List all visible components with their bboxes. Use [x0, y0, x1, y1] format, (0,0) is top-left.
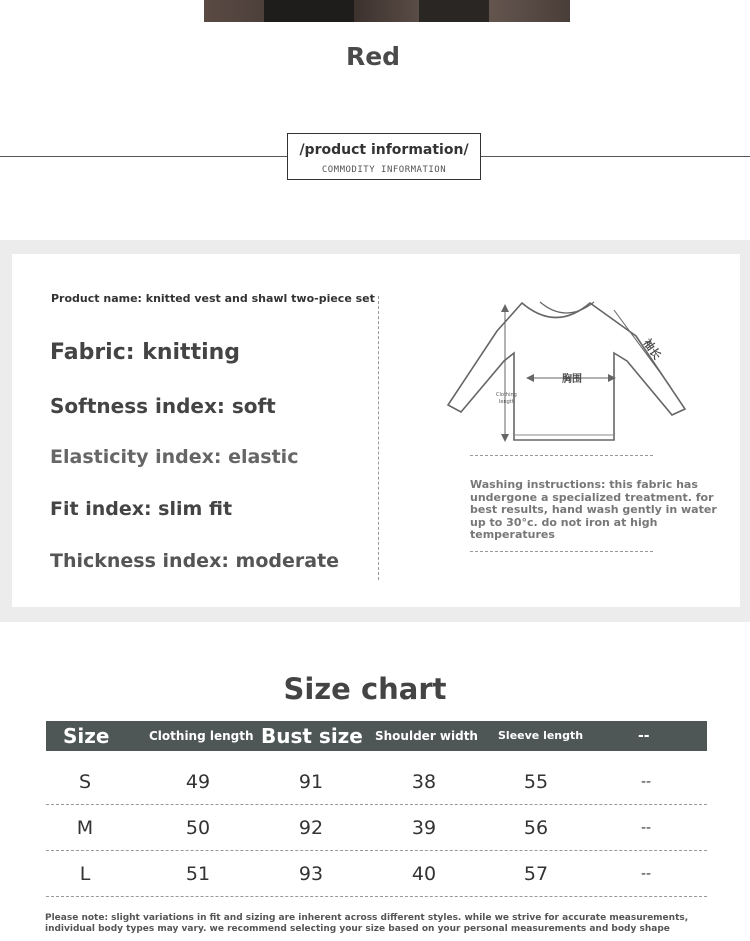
- table-row: [46, 760, 707, 805]
- header-empty: --: [638, 728, 650, 744]
- shoulder-width-cell: 39: [411, 817, 437, 839]
- product-photo: [204, 0, 570, 22]
- section-divider-line: [0, 156, 287, 157]
- garment-measurement-diagram: [444, 296, 690, 456]
- thickness-attribute: Thickness index: moderate: [50, 550, 340, 572]
- softness-attribute: Softness index: soft: [50, 394, 276, 418]
- photo-shade: [264, 0, 354, 22]
- product-details-card: [12, 254, 740, 607]
- header-size: Size: [63, 724, 110, 748]
- clothing-length-cell: 49: [185, 771, 211, 793]
- fabric-attribute: Fabric: knitting: [50, 340, 241, 365]
- sleeve-arrow: [614, 310, 670, 386]
- section-divider-line: [481, 156, 750, 157]
- color-label: Red: [345, 42, 401, 71]
- empty-cell: --: [640, 866, 652, 882]
- product-info-title: /product information/: [299, 142, 469, 158]
- bust-size-cell: 93: [298, 863, 324, 885]
- product-info-subtitle: COMMODITY INFORMATION: [321, 165, 447, 175]
- sizing-note: Please note: slight variations in fit and sizing are inherent across different styles. while we strive for accurate measurements, individual body types may vary. we recommend selecting your size based on your personal measurements and body shape: [45, 913, 689, 934]
- length-label: length: [499, 399, 515, 405]
- bust-label: 胸围: [562, 374, 582, 385]
- dashed-divider: [470, 455, 653, 456]
- product-info-heading: [287, 133, 481, 180]
- sleeve-label: 袖长: [640, 336, 664, 362]
- clothing-length-cell: 50: [185, 817, 211, 839]
- sweater-neckline: [540, 302, 594, 313]
- length-arrow-head: [501, 434, 509, 442]
- table-row: [46, 852, 707, 897]
- dashed-divider: [470, 551, 653, 552]
- sweater-outline: [448, 303, 685, 440]
- header-clothing-length: Clothing length: [149, 729, 254, 743]
- washing-instructions: Washing instructions: this fabric has undergone a specialized treatment. for best results, hand wash gently in water up to 30°c. do not iron at high temperatures: [470, 478, 717, 541]
- table-row: [46, 806, 707, 851]
- size-chart-title: Size chart: [283, 672, 447, 706]
- product-name: Product name: knitted vest and shawl two-piece set: [51, 292, 375, 305]
- shoulder-width-cell: 40: [411, 863, 437, 885]
- elasticity-attribute: Elasticity index: elastic: [50, 446, 299, 468]
- sleeve-length-cell: 56: [523, 817, 549, 839]
- sleeve-length-cell: 55: [523, 771, 549, 793]
- shoulder-width-cell: 38: [411, 771, 437, 793]
- size-cell: L: [79, 863, 91, 885]
- length-arrow-head: [501, 304, 509, 312]
- empty-cell: --: [640, 820, 652, 836]
- bust-size-cell: 91: [298, 771, 324, 793]
- header-bust-size: Bust size: [261, 724, 363, 748]
- fit-attribute: Fit index: slim fit: [50, 498, 233, 520]
- size-cell: M: [76, 817, 94, 839]
- bust-size-cell: 92: [298, 817, 324, 839]
- header-shoulder-width: Shoulder width: [375, 729, 478, 743]
- vertical-divider: [378, 296, 379, 580]
- size-cell: S: [78, 771, 92, 793]
- bust-arrow-head: [526, 374, 534, 382]
- length-label: Clothing: [496, 392, 517, 398]
- sleeve-length-cell: 57: [523, 863, 549, 885]
- size-table-header: [46, 721, 707, 751]
- product-details-panel: [0, 240, 750, 622]
- empty-cell: --: [640, 774, 652, 790]
- photo-shade: [419, 0, 489, 22]
- header-sleeve-length: Sleeve length: [498, 729, 584, 742]
- clothing-length-cell: 51: [185, 863, 211, 885]
